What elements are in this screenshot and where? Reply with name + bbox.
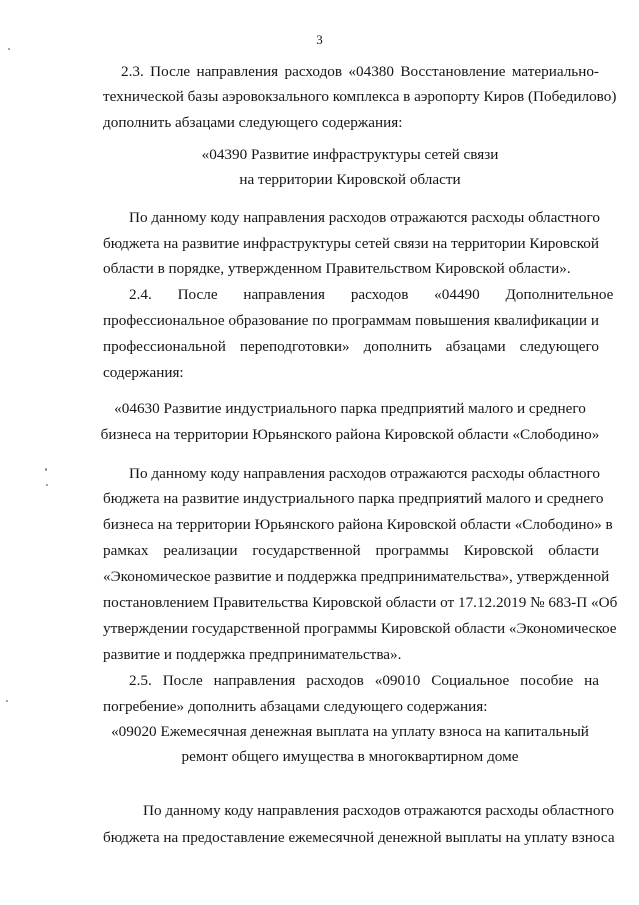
paragraph-2-4-line: профессиональное образование по программам повышения квалификации и	[103, 312, 599, 329]
code-description-04630-line: бюджета на развитие индустриального парка предприятий малого и среднего	[103, 490, 604, 507]
code-description-04390-line: бюджета на развитие инфраструктуры сетей связи на территории Кировской	[103, 235, 600, 252]
page-number: 3	[316, 32, 323, 47]
paragraph-2-4-line: 2.4. После направления расходов «04490 Дополнительное	[129, 286, 614, 303]
scan-speck	[46, 484, 48, 486]
code-description-04390-line: По данному коду направления расходов отражаются расходы областного	[129, 209, 600, 226]
paragraph-2-3-line: дополнить абзацами следующего содержания:	[103, 114, 403, 131]
code-heading-04390-line: «04390 Развитие инфраструктуры сетей связи	[201, 146, 499, 163]
paragraph-2-4-line: содержания:	[103, 364, 184, 381]
paragraph-2-4-line: профессиональной переподготовки» дополнить абзацами следующего	[103, 338, 599, 355]
paragraph-2-3-line: технической базы аэровокзального комплекса в аэропорту Киров (Победилово)	[103, 88, 617, 105]
code-description-04630-line: «Экономическое развитие и поддержка предпринимательства», утвержденной	[103, 568, 610, 585]
scan-speck	[6, 700, 8, 702]
code-heading-04630-line: «04630 Развитие индустриального парка предприятий малого и среднего	[114, 400, 586, 417]
code-description-09020-line: бюджета на предоставление ежемесячной денежной выплаты на уплату взноса	[103, 829, 615, 846]
code-description-04630-line: По данному коду направления расходов отражаются расходы областного	[129, 465, 600, 482]
code-description-04390-line: области в порядке, утвержденном Правительством Кировской области».	[103, 260, 571, 277]
code-heading-09020-line: ремонт общего имущества в многоквартирном доме	[181, 748, 519, 765]
scan-speck	[45, 468, 47, 471]
code-description-04630-line: бизнеса на территории Юрьянского района Кировской области «Слободино» в	[103, 516, 613, 533]
code-heading-04630-line: бизнеса на территории Юрьянского района Кировской области «Слободино»	[100, 426, 600, 443]
code-heading-09020-line: «09020 Ежемесячная денежная выплата на уплату взноса на капитальный	[111, 723, 589, 740]
scan-speck	[8, 48, 10, 50]
code-description-04630-line: постановлением Правительства Кировской области от 17.12.2019 № 683-П «Об	[103, 594, 618, 611]
paragraph-2-3-line: 2.3. После направления расходов «04380 Восстановление материально-	[121, 63, 599, 80]
paragraph-2-5-line: 2.5. После направления расходов «09010 Социальное пособие на	[129, 672, 599, 689]
paragraph-2-5-line: погребение» дополнить абзацами следующего содержания:	[103, 698, 488, 715]
code-description-04630-line: развитие и поддержка предпринимательства».	[103, 646, 402, 663]
code-description-04630-line: рамках реализации государственной программы Кировской области	[103, 542, 599, 559]
code-description-09020-line: По данному коду направления расходов отражаются расходы областного	[143, 802, 614, 819]
code-description-04630-line: утверждении государственной программы Кировской области «Экономическое	[103, 620, 617, 637]
code-heading-04390-line: на территории Кировской области	[239, 171, 461, 188]
